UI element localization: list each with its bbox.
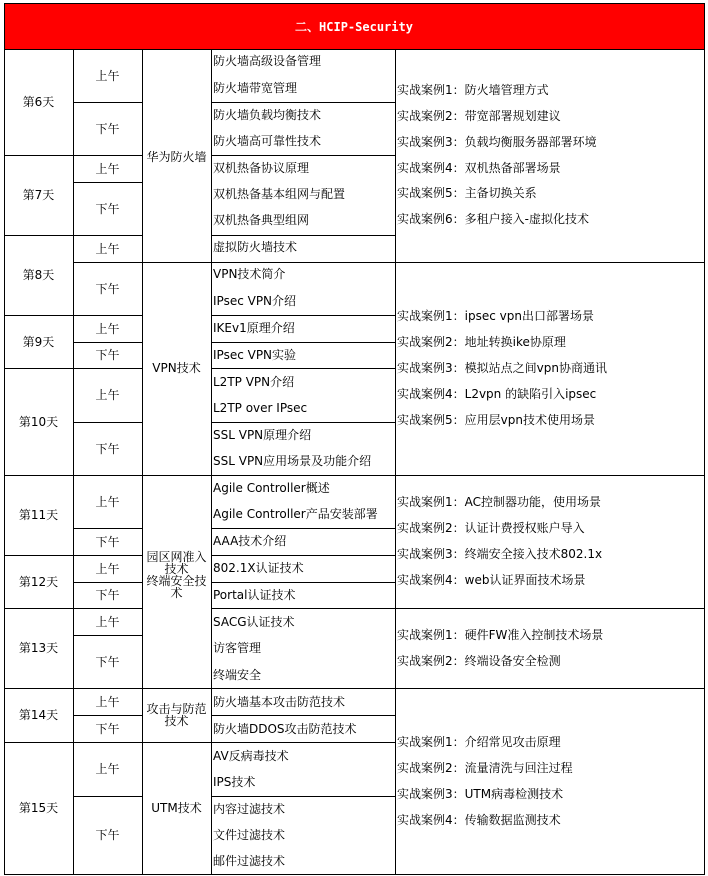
period-divider (73, 182, 142, 183)
topic-item: Portal认证技术 (213, 588, 296, 602)
case-item: 实战案例4：传输数据监测技术 (397, 813, 561, 827)
topic-item: 内容过滤技术 (213, 802, 286, 816)
day-divider (4, 555, 73, 556)
table-border-bottom (4, 874, 705, 875)
topic-divider (211, 235, 395, 236)
case-item: 实战案例1：AC控制器功能，使用场景 (397, 495, 602, 509)
topic-item: Agile Controller产品安装部署 (213, 507, 378, 521)
period-morning: 上午 (95, 241, 120, 256)
topic-divider (211, 555, 395, 556)
col-divider (211, 49, 212, 874)
topic-divider (211, 475, 395, 476)
topic-item: 访客管理 (213, 641, 262, 655)
period-divider (73, 475, 142, 476)
case-item: 实战案例3：终端安全接入技术802.1x (397, 547, 603, 561)
topic-item: 文件过滤技术 (213, 828, 286, 842)
case-item: 实战案例3：UTM病毒检测技术 (397, 787, 564, 801)
topic-item: 双机热备协议原理 (213, 161, 310, 175)
day-label: 第13天 (18, 641, 59, 655)
topic-item: 802.1X认证技术 (213, 561, 304, 575)
period-afternoon: 下午 (95, 654, 120, 669)
case-group-divider (395, 608, 704, 609)
day-label: 第6天 (22, 95, 55, 109)
topic-divider (211, 368, 395, 369)
day-divider (4, 688, 73, 689)
day-divider (4, 155, 73, 156)
period-morning: 上午 (95, 614, 120, 629)
topic-item: 防火墙高可靠性技术 (213, 134, 322, 148)
col-divider (142, 49, 143, 874)
day-divider (4, 235, 73, 236)
topic-divider (211, 262, 395, 263)
period-divider (73, 342, 142, 343)
period-divider (73, 796, 142, 797)
module-divider (142, 742, 211, 743)
topic-item: IPS技术 (213, 775, 256, 789)
module-divider (142, 688, 211, 689)
period-afternoon: 下午 (95, 588, 120, 602)
table-title: 二、HCIP-Security (4, 4, 704, 49)
module-name: 技术 (164, 714, 189, 728)
case-item: 实战案例1：硬件FW准入控制技术场景 (397, 628, 604, 642)
case-item: 实战案例4：L2vpn 的缺陷引入ipsec (397, 387, 597, 401)
period-afternoon: 下午 (95, 201, 120, 216)
case-item: 实战案例5：主备切换关系 (397, 186, 537, 200)
case-item: 实战案例2：认证计费授权账户导入 (397, 521, 585, 535)
case-item: 实战案例3：模拟站点之间vpn协商通讯 (397, 361, 607, 375)
period-afternoon: 下午 (95, 441, 120, 456)
module-name: 终端安全技 (146, 574, 207, 588)
table-border-left (4, 3, 5, 875)
day-label: 第7天 (22, 188, 55, 202)
case-item: 实战案例3：负载均衡服务器部署环境 (397, 135, 597, 149)
topic-item: AV反病毒技术 (213, 749, 289, 763)
case-group-divider (395, 688, 704, 689)
day-divider (4, 608, 73, 609)
period-divider (73, 742, 142, 743)
topic-item: 防火墙带宽管理 (213, 81, 298, 95)
case-item: 实战案例2：带宽部署规划建议 (397, 109, 561, 123)
topic-divider (211, 102, 395, 103)
period-divider (73, 688, 142, 689)
module-name: 园区网准入 (146, 550, 207, 564)
period-afternoon: 下午 (95, 534, 120, 549)
period-divider (73, 262, 142, 263)
day-label: 第14天 (18, 708, 59, 722)
topic-divider (211, 742, 395, 743)
period-divider (73, 422, 142, 423)
period-divider (73, 528, 142, 529)
day-divider (4, 368, 73, 369)
period-divider (73, 102, 142, 103)
topic-item: 防火墙负载均衡技术 (213, 108, 322, 122)
case-item: 实战案例5：应用层vpn技术使用场景 (397, 413, 595, 427)
topic-item: 防火墙DDOS攻击防范技术 (213, 722, 357, 736)
day-label: 第11天 (18, 508, 59, 522)
topic-item: AAA技术介绍 (213, 534, 287, 548)
module-name: 攻击与防范 (146, 702, 207, 716)
period-divider (73, 235, 142, 236)
topic-item: 邮件过滤技术 (213, 854, 286, 868)
day-label: 第9天 (22, 334, 55, 349)
topic-divider (211, 608, 395, 609)
topic-divider (211, 342, 395, 343)
day-divider (4, 315, 73, 316)
day-label: 第10天 (18, 414, 59, 429)
period-morning: 上午 (95, 762, 120, 776)
table-border-top (4, 3, 705, 4)
col-divider (395, 49, 396, 874)
topic-item: 防火墙基本攻击防范技术 (213, 695, 346, 709)
period-divider (73, 715, 142, 716)
topic-item: L2TP VPN介绍 (213, 375, 295, 389)
title-divider (4, 49, 705, 50)
module-name: 术 (170, 586, 183, 600)
topic-divider (211, 422, 395, 423)
day-label: 第8天 (22, 268, 55, 282)
day-divider (4, 475, 73, 476)
topic-item: SACG认证技术 (213, 615, 295, 629)
day-divider (4, 742, 73, 743)
period-morning: 上午 (95, 561, 120, 576)
topic-item: SSL VPN原理介绍 (213, 428, 312, 442)
topic-item: IPsec VPN实验 (213, 348, 297, 362)
module-name: VPN技术 (152, 361, 201, 375)
period-divider (73, 582, 142, 583)
period-divider (73, 608, 142, 609)
module-name: 技术 (164, 562, 189, 576)
topic-item: VPN技术简介 (213, 267, 286, 281)
module-divider (142, 262, 211, 263)
topic-item: SSL VPN应用场景及功能介绍 (213, 454, 372, 468)
module-divider (142, 475, 211, 476)
topic-divider (211, 582, 395, 583)
module-name: UTM技术 (151, 801, 202, 815)
case-item: 实战案例4：web认证界面技术场景 (397, 573, 586, 587)
period-divider (73, 315, 142, 316)
period-morning: 上午 (95, 68, 120, 83)
case-item: 实战案例4：双机热备部署场景 (397, 161, 561, 175)
topic-divider (211, 715, 395, 716)
topic-item: 双机热备基本组网与配置 (213, 187, 346, 201)
table-border-right (704, 3, 705, 875)
topic-divider (211, 688, 395, 689)
topic-item: IPsec VPN介绍 (213, 294, 297, 308)
period-afternoon: 下午 (95, 721, 120, 736)
period-morning: 上午 (95, 161, 120, 176)
case-item: 实战案例2：流量清洗与回注过程 (397, 761, 573, 775)
period-afternoon: 下午 (95, 348, 120, 362)
topic-item: 双机热备典型组网 (213, 213, 310, 227)
period-morning: 上午 (95, 494, 120, 509)
topic-divider (211, 315, 395, 316)
period-divider (73, 155, 142, 156)
day-label: 第12天 (18, 574, 59, 589)
topic-item: L2TP over IPsec (213, 401, 308, 415)
module-name: 华为防火墙 (146, 150, 207, 164)
day-label: 第15天 (18, 801, 59, 815)
period-morning: 上午 (95, 388, 120, 402)
case-item: 实战案例1：ipsec vpn出口部署场景 (397, 309, 594, 323)
period-afternoon: 下午 (95, 828, 120, 842)
topic-item: 终端安全 (213, 668, 262, 682)
case-item: 实战案例1：介绍常见攻击原理 (397, 735, 561, 749)
period-divider (73, 635, 142, 636)
topic-item: Agile Controller概述 (213, 481, 330, 495)
topic-divider (211, 155, 395, 156)
case-item: 实战案例2：地址转换ike协原理 (397, 335, 566, 349)
case-item: 实战案例6：多租户接入-虚拟化技术 (397, 212, 589, 226)
topic-divider (211, 796, 395, 797)
period-afternoon: 下午 (95, 281, 120, 296)
case-group-divider (395, 262, 704, 263)
topic-item: IKEv1原理介绍 (213, 321, 295, 335)
period-morning: 上午 (95, 321, 120, 336)
period-divider (73, 555, 142, 556)
topic-item: 虚拟防火墙技术 (213, 240, 298, 254)
case-item: 实战案例1：防火墙管理方式 (397, 83, 549, 97)
period-divider (73, 368, 142, 369)
topic-divider (211, 528, 395, 529)
period-afternoon: 下午 (95, 121, 120, 136)
period-morning: 上午 (95, 694, 120, 709)
case-group-divider (395, 475, 704, 476)
case-item: 实战案例2：终端设备安全检测 (397, 654, 561, 668)
topic-item: 防火墙高级设备管理 (213, 54, 322, 68)
